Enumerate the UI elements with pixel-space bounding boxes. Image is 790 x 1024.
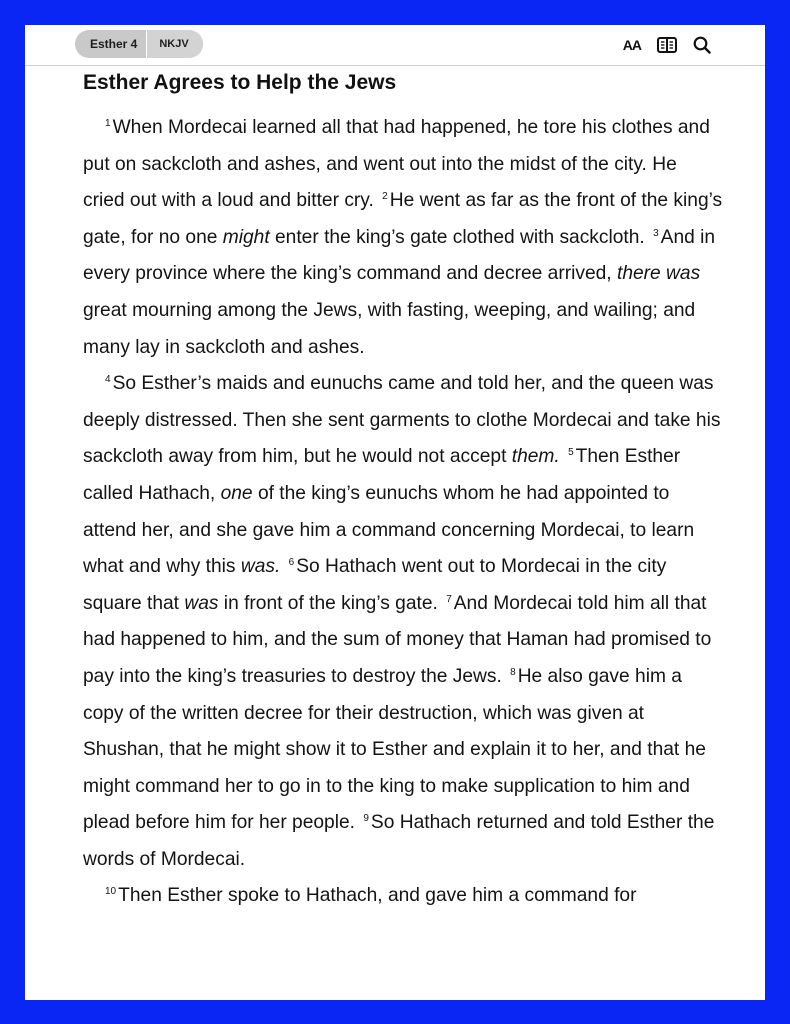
verse-number: 10 <box>105 886 117 898</box>
italic-text: was <box>184 592 219 614</box>
verse-number: 9 <box>363 813 369 825</box>
verse-text: He also gave him a copy of the written decree for their destruction, which was given at Shushan, that he might show it to Esther and explain it to her, and that he might command her to go in to the king to make supplication to him and plead before him for her people. <box>83 665 706 834</box>
italic-text: them. <box>511 446 560 468</box>
verse-text: And in every province where the king’s command and decree arrived, <box>83 226 716 285</box>
verse-number: 8 <box>510 666 516 678</box>
verse-text: When Mordecai learned all that had happened, he tore his clothes and put on sackcloth and ashes, and went out into the midst of the city. He cried out with a loud and bitter cry. <box>83 117 710 212</box>
paragraph <box>83 366 723 878</box>
verse-number: 4 <box>105 374 111 386</box>
verse-text: Then Esther spoke to Hathach, and gave him a command for <box>118 885 637 907</box>
search-icon[interactable] <box>693 36 711 54</box>
book-icon[interactable] <box>657 37 677 53</box>
reference-selector <box>75 30 203 58</box>
verse-text: So Esther’s maids and eunuchs came and told her, and the queen was deeply distressed. Then she sent garments to clothe Mordecai and take his sackcloth away from him, but he would not accept <box>83 373 721 468</box>
verse-number: 1 <box>105 118 111 129</box>
reader-screen <box>25 25 765 1000</box>
verse-text: So Hathach went out to Mordecai in the city square that <box>83 556 667 614</box>
text-size-icon[interactable]: AA <box>622 37 641 53</box>
paragraph <box>83 878 723 915</box>
verse-number: 5 <box>568 447 574 459</box>
verse-number: 6 <box>288 557 295 569</box>
verse-text: in front of the king’s gate. <box>218 592 438 614</box>
reader-toolbar <box>25 25 765 66</box>
verse-number: 3 <box>653 227 659 239</box>
verse-text: enter the king’s gate clothed with sackcloth. <box>269 226 645 248</box>
italic-text: might <box>222 226 270 248</box>
verse-text: He went as far as the front of the king’s gate, for no one <box>83 190 723 248</box>
passage-paragraphs <box>83 110 723 915</box>
verse-number: 2 <box>382 191 388 203</box>
verse-text: So Hathach returned and told Esther the words of Mordecai. <box>83 812 715 870</box>
version-button[interactable]: NKJV <box>147 30 202 58</box>
italic-text: there was <box>616 263 701 285</box>
italic-text: was. <box>240 556 281 578</box>
passage-content <box>83 69 723 915</box>
toolbar-actions <box>623 34 711 56</box>
book-chapter-button[interactable]: Esther 4 <box>90 37 138 51</box>
verse[interactable] <box>83 666 706 833</box>
verse[interactable] <box>105 885 636 906</box>
section-heading: Esther Agrees to Help the Jews <box>83 71 397 94</box>
verse-number: 7 <box>446 593 452 605</box>
verse-text: Then Esther called Hathach, <box>83 446 681 504</box>
verse-text: great mourning among the Jews, with fasting, weeping, and wailing; and many lay in sackcloth and ashes. <box>83 299 696 358</box>
verse-text: of the king’s eunuchs whom he had appointed to attend her, and she gave him a command concerning Mordecai, to learn what and why this <box>83 482 695 578</box>
italic-text: one <box>220 482 253 504</box>
verse-text: And Mordecai told him all that had happened to him, and the sum of money that Haman had promised to pay into the king’s treasuries to destroy the Jews. <box>83 592 712 687</box>
paragraph <box>83 110 723 366</box>
